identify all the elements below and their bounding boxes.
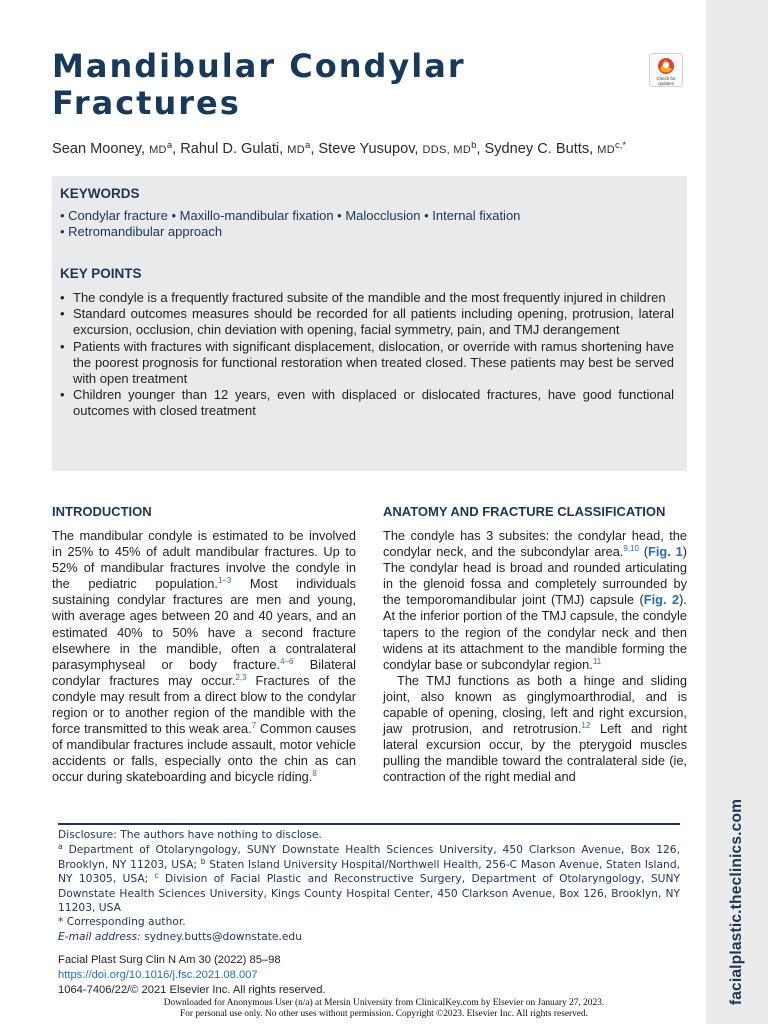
author-3: Steve Yusupov, DDS, $MD^b$, xyxy=(318,140,485,157)
affiliations-note: $^a$ Department of Otolaryngology, SUNY Downstate Health Sciences University, 450 Clarkson Avenue, Box 126, Brooklyn, NY 11203, USA; $^b$ Staten Island University Hospital/Northwell Health, 256-C Mason Avenue, Staten Island, NY 10305, USA; $^c$ Division of Facial Plastic and Reconstructive Surgery, Department of Otolaryngology, SUNY Downstate Health Sciences University, Kings County Hospital Center, 450 Clarkson Avenue, Box 126, Brooklyn, NY 11203, USA xyxy=(58,842,681,915)
title-line-2: Fractures xyxy=(52,84,241,122)
copyright-line: 1064-7406/22/© 2021 Elsevier Inc. All rights reserved. xyxy=(58,984,326,996)
introduction-text: The mandibular condyle is estimated to be involved in 25% to 45% of adult mandibular fractures. Up to 52% of mandibular fractures involve the condyle in the pediatric population.$^{1-3}$ Most individuals sustaining condylar fractures are men and young, with average ages between 20 and 40 years, and an estimated 40% to 50% have a second fracture elsewhere in the mandible, often a contralateral parasymphyseal or body fracture.$^{4-6}$ Bilateral condylar fractures may occur.$^{2,3}$ Fractures of the condyle may result from a direct blow to the condylar region or to another region of the mandible with the force transmitted to this weak area.$^7$ Common causes of mandibular fractures include assault, motor vehicle accidents or falls, especially onto the chin as can occur during skateboarding and bicycle riding.$^8$ xyxy=(52,528,356,785)
citation-ref[interactable]: 11 xyxy=(592,656,602,666)
footnote-divider xyxy=(58,823,680,825)
citation-ref[interactable]: 1–3 xyxy=(217,576,232,586)
citation-ref[interactable]: 2,3 xyxy=(235,672,247,682)
crossmark-icon xyxy=(657,57,675,75)
keywords-line-1: • Condylar fracture • Maxillo-mandibular fixation • Malocclusion • Internal fixation xyxy=(60,208,521,223)
key-point-item: • Patients with fractures with significant displacement, dislocation, or override with ramus shortening have the poorest prognosis for functional restoration when treated closed. These patients may best be served with open treatment xyxy=(60,339,674,388)
corresponding-author-note: * Corresponding author. xyxy=(58,915,186,928)
key-points-list xyxy=(60,290,674,420)
anatomy-heading: ANATOMY AND FRACTURE CLASSIFICATION xyxy=(383,504,666,519)
journal-site-url[interactable]: facialplastic.theclinics.com xyxy=(728,798,746,1006)
email-note: E-mail address: sydney.butts@downstate.edu xyxy=(58,930,302,943)
citation-ref[interactable]: 12 xyxy=(581,721,591,731)
author-2: Rahul D. Gulati, $MD^a$, xyxy=(180,140,319,157)
article-title xyxy=(52,48,612,122)
badge-label: Check for updates xyxy=(656,76,676,86)
citation-ref[interactable]: 4–6 xyxy=(280,656,294,666)
anatomy-text: The condyle has 3 subsites: the condylar head, the condylar neck, and the subcondylar area.$^{9,10}$ (Fig. 1) The condylar head is broad and rounded articulating in the glenoid fossa and completely surrounded by the temporomandibular joint (TMJ) capsule (Fig. 2). At the inferior portion of the TMJ capsule, the condyle tapers to the region of the condylar neck and then widens at its attachment to the mandible forming the condylar base or subcondylar region.$^{11}$ The TMJ functions as both a hinge and sliding joint, also known as ginglymoarthrodial, and is capable of opening, closing, left and right excursion, jaw protrusion, and retrotrusion.$^{12}$ Left and right lateral excursion occur, by the pterygoid muscles pulling the mandible toward the contralateral side (ie, contraction of the right medial and xyxy=(383,528,687,785)
disclosure-note: Disclosure: The authors have nothing to disclose. xyxy=(58,828,322,841)
author-email[interactable]: sydney.butts@downstate.edu xyxy=(140,930,302,943)
key-point-item: • Standard outcomes measures should be recorded for all patients including opening, protrusion, lateral excursion, occlusion, chin deviation with opening, facial symmetry, pain, and TMJ derangement xyxy=(60,306,674,338)
journal-citation: Facial Plast Surg Clin N Am 30 (2022) 85–98 xyxy=(58,954,281,966)
figure-2-link[interactable]: Fig. 2 xyxy=(643,592,680,608)
author-4: Sydney C. Butts, $MD^{c,*}$ xyxy=(484,140,627,157)
download-notice-line-2: For personal use only. No other uses without permission. Copyright ©2023. Elsevier Inc. All rights reserved. xyxy=(179,1009,589,1019)
key-point-item: • Children younger than 12 years, even with displaced or dislocated fractures, have good functional outcomes with closed treatment xyxy=(60,387,674,419)
key-point-item: • The condyle is a frequently fractured subsite of the mandible and the most frequently injured in children xyxy=(60,290,674,306)
download-notice-line-1: Downloaded for Anonymous User (n/a) at Mersin University from ClinicalKey.com by Elsevier on January 27, 2023. xyxy=(163,998,605,1008)
title-line-1: Mandibular Condylar xyxy=(52,47,466,85)
figure-1-link[interactable]: Fig. 1 xyxy=(648,544,683,560)
keywords-heading: KEYWORDS xyxy=(60,186,140,201)
citation-ref[interactable]: 8 xyxy=(312,769,317,779)
key-points-heading: KEY POINTS xyxy=(60,266,142,281)
doi-link[interactable]: https://doi.org/10.1016/j.fsc.2021.08.007 xyxy=(58,969,258,981)
citation-ref[interactable]: 7 xyxy=(251,721,257,731)
introduction-heading: INTRODUCTION xyxy=(52,504,152,519)
citation-ref[interactable]: 9,10 xyxy=(623,544,639,554)
keywords-line-2: • Retromandibular approach xyxy=(60,224,223,239)
author-list xyxy=(52,141,702,157)
author-1: Sean Mooney, $MD^a$, xyxy=(52,140,181,157)
check-for-updates-badge[interactable] xyxy=(649,53,683,87)
